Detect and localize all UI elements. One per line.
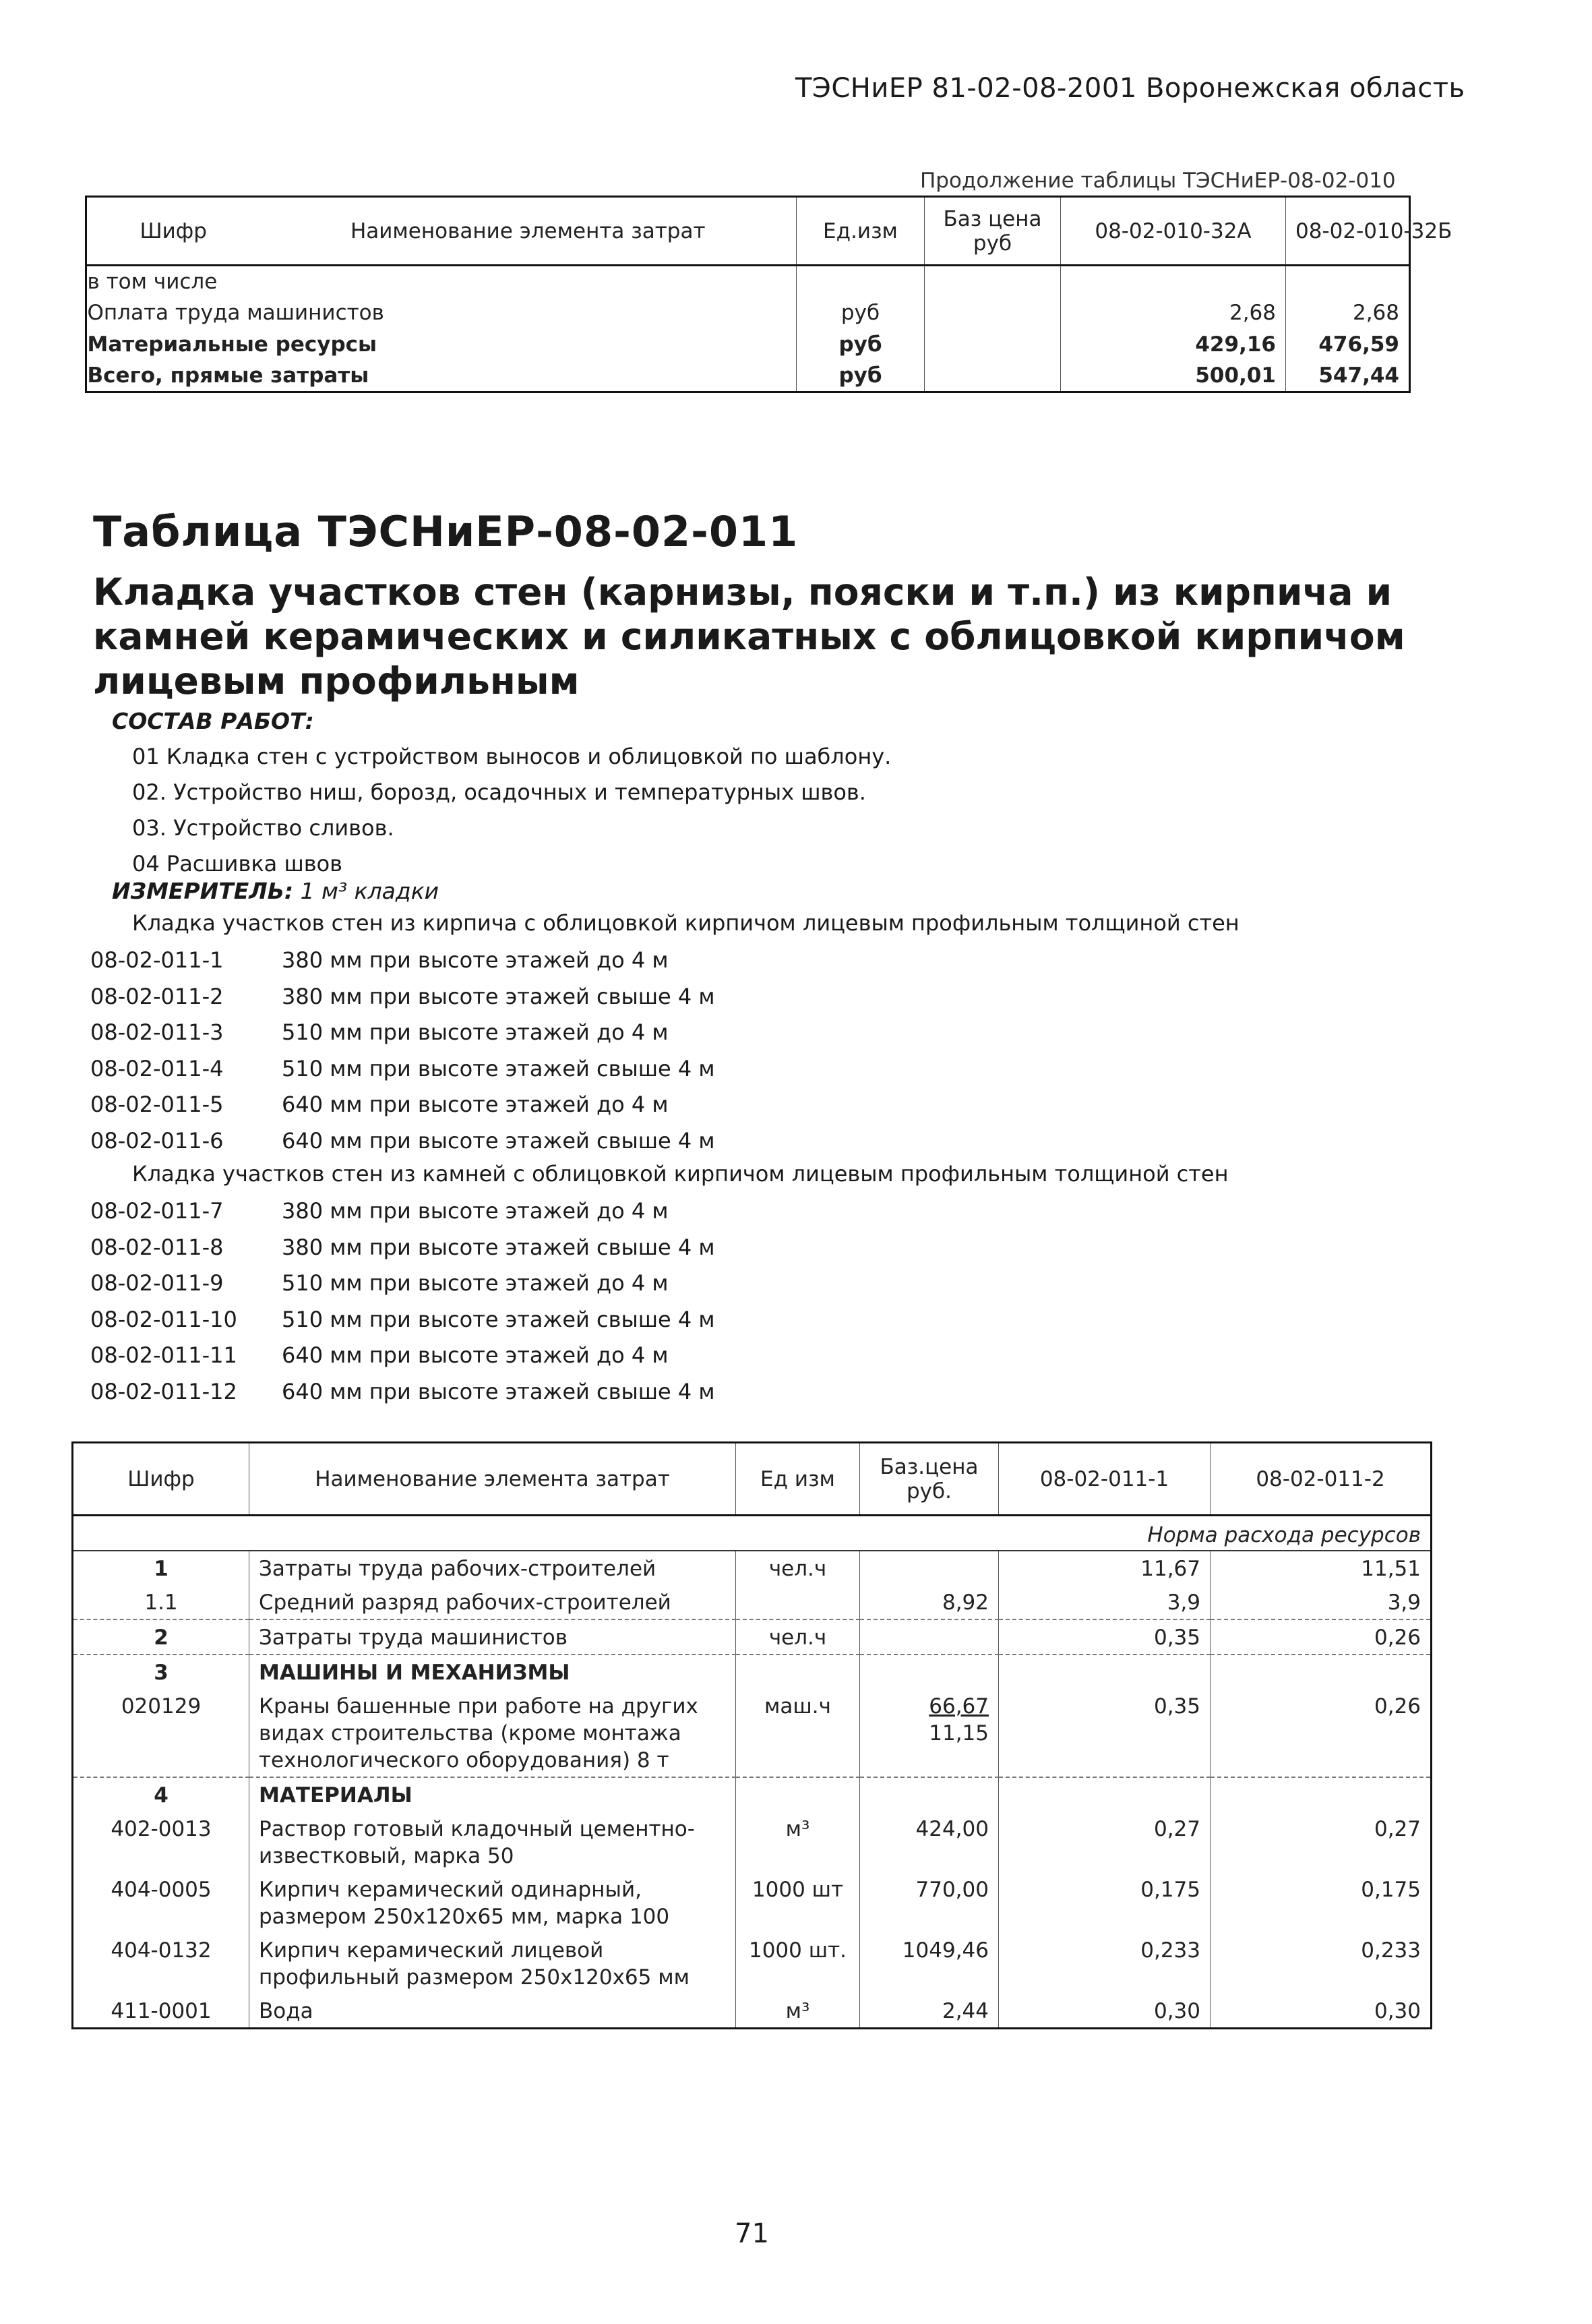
page-header: ТЭСНиЕР 81-02-08-2001 Воронежская область [795, 73, 1465, 104]
col-header-unit: Ед изм [736, 1443, 860, 1516]
table-previous-continuation [85, 196, 1452, 393]
work-composition-label: СОСТАВ РАБОТ: [112, 708, 314, 734]
norm-code: 08-02-011-9 [90, 1270, 224, 1296]
row-price [860, 1619, 999, 1655]
work-composition-list [132, 739, 891, 882]
norm-list-item [90, 1051, 715, 1087]
row-name: Оплата труда машинистов [87, 301, 384, 325]
norm-code: 08-02-011-8 [90, 1234, 224, 1260]
norm-list-item [90, 1015, 715, 1051]
row-unit: 1000 шт. [736, 1933, 860, 1994]
row-price [925, 361, 1061, 392]
norm-description: 380 мм при высоте этажей до 4 м [282, 947, 669, 973]
row-price [860, 1777, 999, 1812]
col-header-name: Наименование элемента затрат [249, 1443, 736, 1516]
page-number: 71 [735, 2218, 769, 2249]
group-heading-brick: Кладка участков стен из кирпича с облицовкой кирпичом лицевым профильным толщиной стен [132, 910, 1239, 936]
row-unit: м³ [736, 1812, 860, 1872]
row-value-a [1061, 266, 1286, 297]
row-code: 402-0013 [111, 1817, 212, 1841]
row-value-b [1286, 266, 1410, 297]
table-row [73, 1994, 1432, 2029]
row-norm-2 [1211, 1777, 1432, 1812]
norm-description: 640 мм при высоте этажей свыше 4 м [282, 1127, 715, 1154]
row-name: МАШИНЫ И МЕХАНИЗМЫ [249, 1655, 736, 1689]
row-code: 1 [154, 1557, 169, 1581]
row-code: 3 [73, 1655, 249, 1689]
row-price-value: 770,00 [915, 1878, 989, 1902]
row-name: МАТЕРИАЛЫ [249, 1777, 736, 1812]
row-price [860, 1655, 999, 1689]
row-norm-1: 0,175 [999, 1872, 1211, 1933]
row-norm-2: 0,175 [1211, 1872, 1432, 1933]
row-price [925, 297, 1061, 329]
row-price-wage: 11,15 [929, 1721, 989, 1746]
row-unit: маш.ч [736, 1689, 860, 1777]
norm-code: 08-02-011-5 [90, 1092, 224, 1117]
row-unit: руб [797, 361, 925, 392]
row-unit: чел.ч [736, 1551, 860, 1585]
work-item: 04 Расшивка швов [132, 851, 343, 876]
row-code: 404-0005 [111, 1878, 212, 1902]
row-value-a: 2,68 [1061, 297, 1286, 329]
norm-description: 380 мм при высоте этажей свыше 4 м [282, 1234, 715, 1260]
col-header-price: Баз цена руб [925, 197, 1061, 266]
norm-list-item [90, 1087, 715, 1123]
table-row [73, 1689, 1432, 1777]
row-name: Средний разряд рабочих-строителей [249, 1585, 736, 1619]
table-row [73, 1585, 1432, 1619]
row-name: Краны башенные при работе на других видах строительства (кроме монтажа технологического оборудования) 8 т [249, 1689, 736, 1777]
norm-list-item [90, 943, 715, 979]
row-unit [797, 266, 925, 297]
norm-list-item [90, 1123, 715, 1160]
row-price [860, 1994, 999, 2029]
table-continuation-note: Продолжение таблицы ТЭСНиЕР-08-02-010 [920, 169, 1396, 193]
row-norm-2: 11,51 [1211, 1551, 1432, 1585]
row-norm-1: 0,35 [999, 1689, 1211, 1777]
row-code: 404-0132 [111, 1938, 212, 1963]
row-value-b: 476,59 [1286, 329, 1410, 361]
norm-list-stone [90, 1193, 715, 1410]
row-price-value: 8,92 [942, 1590, 989, 1615]
row-name: в том числе [87, 269, 218, 294]
norm-code: 08-02-011-7 [90, 1198, 224, 1224]
row-unit [736, 1655, 860, 1689]
row-unit: руб [797, 329, 925, 361]
norm-code: 08-02-011-12 [90, 1378, 237, 1404]
table-row [73, 1777, 1432, 1812]
col-header-price: Баз.цена руб. [860, 1443, 999, 1516]
row-norm-2: 0,233 [1211, 1933, 1432, 1994]
table-row [73, 1619, 1432, 1655]
norm-code: 08-02-011-1 [90, 947, 224, 973]
col-header-unit: Ед.изм [797, 197, 925, 266]
norm-code: 08-02-011-4 [90, 1055, 224, 1081]
row-price-value: 2,44 [942, 1999, 989, 2023]
row-norm-2 [1211, 1655, 1432, 1689]
norm-list-item [90, 1265, 715, 1302]
measure-value: 1 м³ кладки [300, 878, 439, 904]
row-unit [736, 1585, 860, 1619]
row-norm-2: 3,9 [1211, 1585, 1432, 1619]
norm-code: 08-02-011-3 [90, 1019, 224, 1045]
table-row [73, 1872, 1432, 1933]
row-norm-2: 0,26 [1211, 1619, 1432, 1655]
row-name: Затраты труда машинистов [249, 1619, 736, 1655]
norm-list-brick [90, 943, 715, 1159]
row-value-b: 547,44 [1286, 361, 1410, 392]
table-row [73, 1655, 1432, 1689]
row-norm-1 [999, 1777, 1211, 1812]
measure-label: ИЗМЕРИТЕЛЬ: [112, 878, 294, 904]
resource-norms-table [71, 1441, 1432, 2029]
group-heading-stone: Кладка участков стен из камней с облицовкой кирпичом лицевым профильным толщиной стен [132, 1161, 1229, 1187]
row-name: Затраты труда рабочих-строителей [249, 1551, 736, 1585]
col-header-name: Наименование элемента затрат [260, 197, 797, 266]
norm-description: 640 мм при высоте этажей до 4 м [282, 1342, 669, 1368]
row-price [860, 1551, 999, 1585]
work-item: 03. Устройство сливов. [132, 815, 394, 841]
table-row [73, 1551, 1432, 1585]
work-item: 01 Кладка стен с устройством выносов и облицовкой по шаблону. [132, 744, 892, 769]
row-norm-1: 0,27 [999, 1812, 1211, 1872]
row-code: 020129 [121, 1694, 202, 1719]
row-price [860, 1933, 999, 1994]
norm-code: 08-02-011-2 [90, 983, 224, 1009]
row-unit: чел.ч [736, 1619, 860, 1655]
row-name: Вода [249, 1994, 736, 2029]
norm-code: 08-02-011-10 [90, 1306, 237, 1332]
row-norm-1: 0,233 [999, 1933, 1211, 1994]
norm-code: 08-02-011-6 [90, 1127, 224, 1154]
row-norm-1: 11,67 [999, 1551, 1211, 1585]
row-unit: 1000 шт [736, 1872, 860, 1933]
row-price [860, 1689, 999, 1777]
table-row [86, 361, 1410, 392]
table-row [73, 1812, 1432, 1872]
row-price-value: 66,67 [929, 1694, 989, 1719]
row-norm-1: 0,30 [999, 1994, 1211, 2029]
row-unit: м³ [736, 1994, 860, 2029]
row-name: Материальные ресурсы [87, 332, 377, 357]
row-name: Кирпич керамический одинарный, размером 250х120х65 мм, марка 100 [249, 1872, 736, 1933]
row-name: Кирпич керамический лицевой профильный размером 250х120х65 мм [249, 1933, 736, 1994]
norm-description: 380 мм при высоте этажей до 4 м [282, 1198, 669, 1224]
col-header-norm-a: 08-02-010-32А [1061, 197, 1286, 266]
row-price [860, 1872, 999, 1933]
row-price-value: 424,00 [915, 1817, 989, 1841]
col-header-norm-1: 08-02-011-1 [999, 1443, 1211, 1516]
norm-description: 640 мм при высоте этажей до 4 м [282, 1092, 669, 1117]
norm-label: Норма расхода ресурсов [73, 1516, 1432, 1551]
row-price-value: 1049,46 [902, 1938, 989, 1963]
col-header-code: Шифр [127, 1466, 195, 1491]
row-value-a: 500,01 [1061, 361, 1286, 392]
row-norm-2: 0,30 [1211, 1994, 1432, 2029]
norm-description: 510 мм при высоте этажей до 4 м [282, 1270, 669, 1296]
norm-description: 380 мм при высоте этажей свыше 4 м [282, 983, 715, 1009]
row-norm-1: 0,35 [999, 1619, 1211, 1655]
table-row [86, 329, 1410, 361]
norm-list-item [90, 1230, 715, 1266]
row-norm-2: 0,26 [1211, 1689, 1432, 1777]
row-value-a: 429,16 [1061, 329, 1286, 361]
measure-unit [112, 878, 439, 904]
row-name: Всего, прямые затраты [87, 363, 369, 388]
row-price [925, 329, 1061, 361]
table-subtitle: Кладка участков стен (карнизы, пояски и т.п.) из кирпича и камней керамических и силикатных с облицовкой кирпичом лицевым профильным [93, 570, 1405, 703]
norm-list-item [90, 1374, 715, 1410]
norm-list-item [90, 1338, 715, 1374]
norm-code: 08-02-011-11 [90, 1342, 237, 1368]
norm-list-item [90, 1302, 715, 1338]
row-code: 4 [73, 1777, 249, 1812]
row-name: Раствор готовый кладочный цементно-известковый, марка 50 [249, 1812, 736, 1872]
row-norm-1: 3,9 [999, 1585, 1211, 1619]
col-header-code: Шифр [86, 197, 260, 266]
row-value-b: 2,68 [1286, 297, 1410, 329]
col-header-norm-b: 08-02-010-32Б [1286, 197, 1410, 266]
table-title: Таблица ТЭСНиЕР-08-02-011 [93, 507, 799, 556]
work-item: 02. Устройство ниш, борозд, осадочных и температурных швов. [132, 779, 866, 805]
norm-list-item [90, 1193, 715, 1230]
row-price [860, 1585, 999, 1619]
row-price [925, 266, 1061, 297]
row-norm-2: 0,27 [1211, 1812, 1432, 1872]
col-header-norm-2: 08-02-011-2 [1211, 1443, 1432, 1516]
table-row [73, 1933, 1432, 1994]
row-norm-1 [999, 1655, 1211, 1689]
norm-description: 510 мм при высоте этажей до 4 м [282, 1019, 669, 1045]
table-row [86, 297, 1410, 329]
table-row [86, 266, 1410, 297]
row-price [860, 1812, 999, 1872]
norm-description: 640 мм при высоте этажей свыше 4 м [282, 1378, 715, 1404]
row-unit: руб [797, 297, 925, 329]
norm-description: 510 мм при высоте этажей свыше 4 м [282, 1306, 715, 1332]
row-unit [736, 1777, 860, 1812]
row-code: 2 [73, 1619, 249, 1655]
norm-list-item [90, 979, 715, 1015]
row-code: 1.1 [144, 1590, 178, 1615]
row-code: 411-0001 [111, 1999, 212, 2023]
norm-description: 510 мм при высоте этажей свыше 4 м [282, 1055, 715, 1081]
